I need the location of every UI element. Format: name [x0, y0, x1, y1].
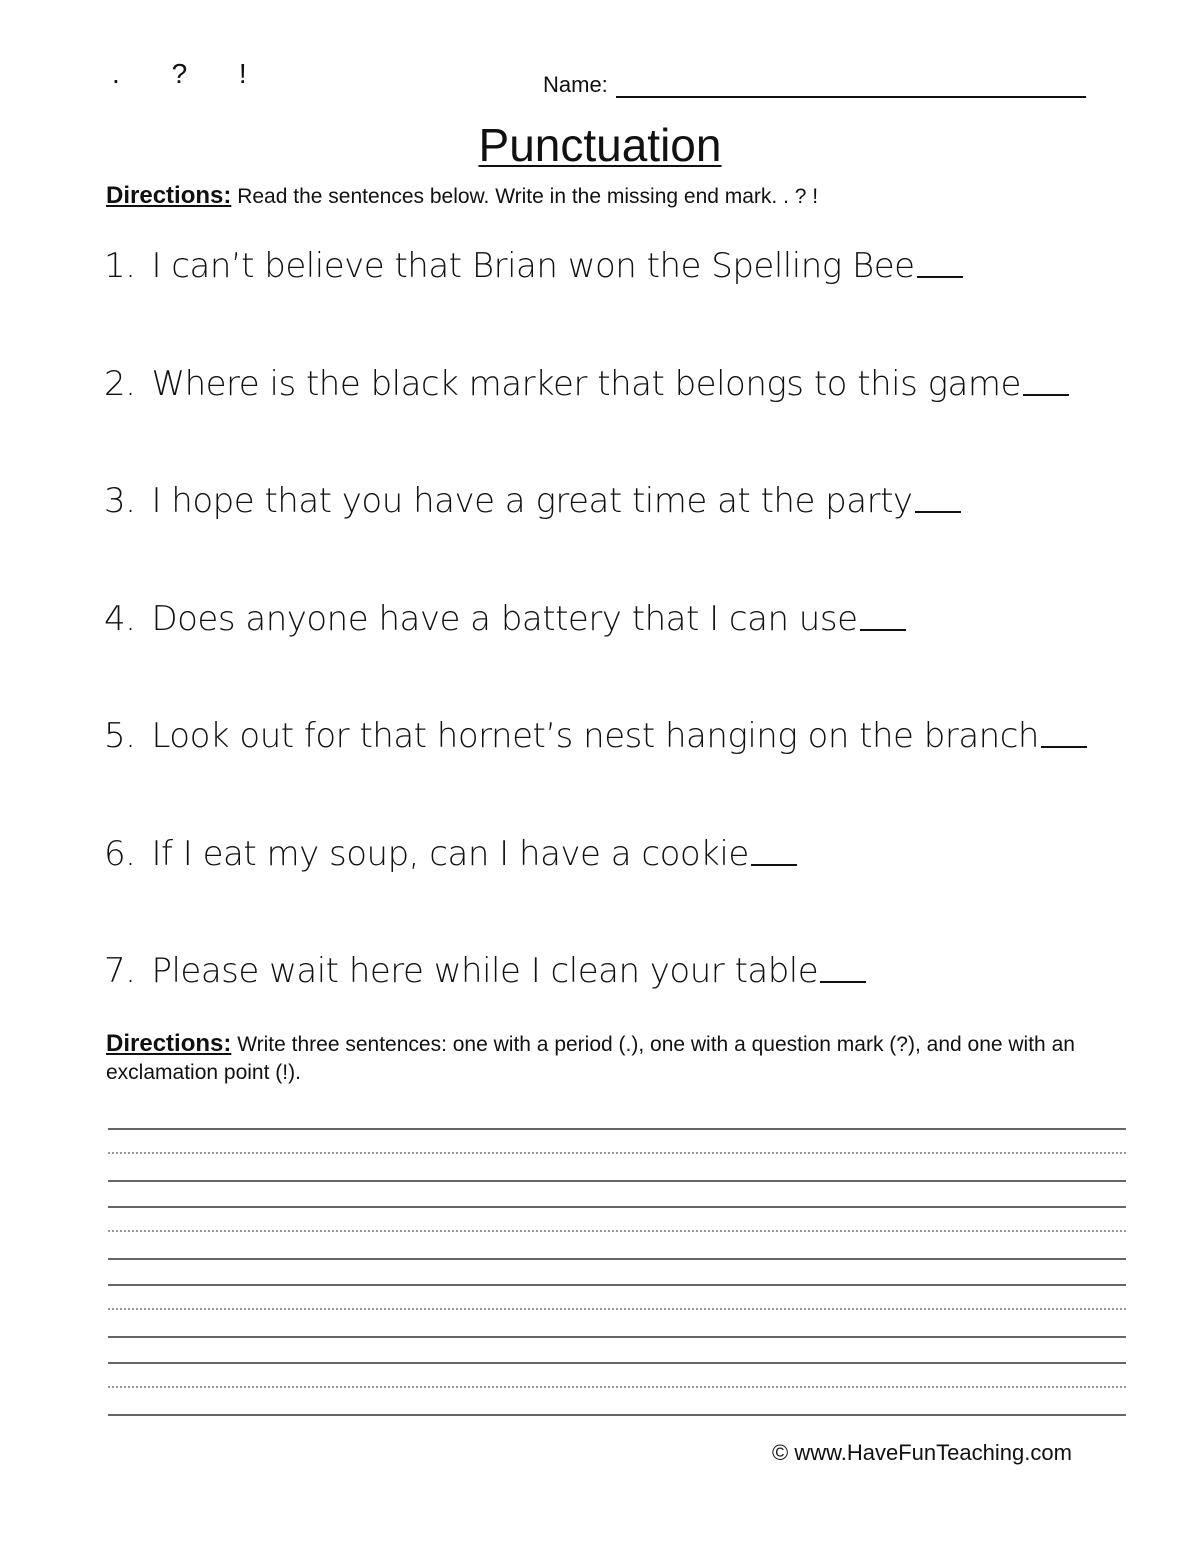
directions-label: Directions:: [106, 1030, 232, 1057]
answer-blank[interactable]: [1023, 364, 1069, 396]
writing-mid-line: [108, 1386, 1126, 1388]
question-text: Does anyone have a battery that I can use: [151, 598, 858, 639]
answer-blank[interactable]: [915, 481, 961, 513]
question-item: [104, 716, 1087, 834]
writing-line-group[interactable]: [108, 1128, 1126, 1206]
question-item: [104, 481, 1087, 599]
answer-blank[interactable]: [917, 246, 963, 278]
writing-base-line: [108, 1336, 1126, 1338]
writing-top-line: [108, 1362, 1126, 1364]
writing-base-line: [108, 1180, 1126, 1182]
answer-blank[interactable]: [1041, 716, 1087, 748]
answer-blank[interactable]: [820, 951, 866, 983]
question-number: 6.: [104, 833, 136, 874]
question-text: I can’t believe that Brian won the Spelling Bee: [151, 246, 915, 286]
question-mark: ?: [171, 58, 188, 89]
question-item: [104, 364, 1087, 482]
writing-mid-line: [108, 1230, 1126, 1232]
writing-top-line: [108, 1284, 1126, 1286]
question-text: Look out for that hornet’s nest hanging on the branch: [151, 716, 1039, 756]
writing-mid-line: [108, 1308, 1126, 1310]
writing-line-group[interactable]: [108, 1362, 1126, 1440]
copyright-footer: © www.HaveFunTeaching.com: [772, 1440, 1072, 1465]
writing-top-line: [108, 1128, 1126, 1130]
question-item: [104, 834, 1087, 952]
question-text: Please wait here while I clean your table: [151, 951, 819, 991]
answer-blank[interactable]: [860, 599, 906, 631]
writing-base-line: [108, 1258, 1126, 1260]
question-item: [104, 599, 1087, 717]
writing-lines[interactable]: [108, 1128, 1126, 1440]
writing-mid-line: [108, 1152, 1126, 1154]
question-number: 4.: [104, 598, 136, 639]
period-mark: .: [112, 58, 120, 89]
directions-top: [106, 182, 1096, 211]
question-number: 7.: [104, 951, 136, 991]
name-label: Name:: [543, 72, 608, 97]
page-title: Punctuation: [478, 119, 722, 171]
writing-top-line: [108, 1206, 1126, 1208]
writing-line-group[interactable]: [108, 1206, 1126, 1284]
punctuation-marks: [112, 58, 247, 90]
name-field[interactable]: [616, 72, 1086, 98]
answer-blank[interactable]: [751, 834, 797, 866]
question-text: I hope that you have a great time at the party: [151, 481, 913, 521]
exclamation-mark: !: [238, 58, 247, 89]
question-text: Where is the black marker that belongs to this game: [151, 363, 1021, 404]
question-number: 1.: [104, 246, 136, 286]
question-item: [104, 246, 1087, 364]
directions-bottom: [106, 1030, 1096, 1087]
directions-text: Read the sentences below. Write in the missing end mark. . ? !: [237, 185, 819, 208]
writing-line-group[interactable]: [108, 1284, 1126, 1362]
directions-text: Write three sentences: one with a period (.), one with a question mark (?), and one with an exclamation point (!).: [106, 1033, 1075, 1084]
directions-label: Directions:: [106, 182, 232, 209]
question-number: 2.: [104, 363, 136, 404]
question-list: [104, 246, 1087, 1069]
name-row: [543, 72, 1086, 98]
writing-base-line: [108, 1414, 1126, 1416]
question-number: 5.: [104, 716, 136, 756]
question-number: 3.: [104, 481, 136, 521]
question-text: If I eat my soup, can I have a cookie: [151, 833, 749, 874]
